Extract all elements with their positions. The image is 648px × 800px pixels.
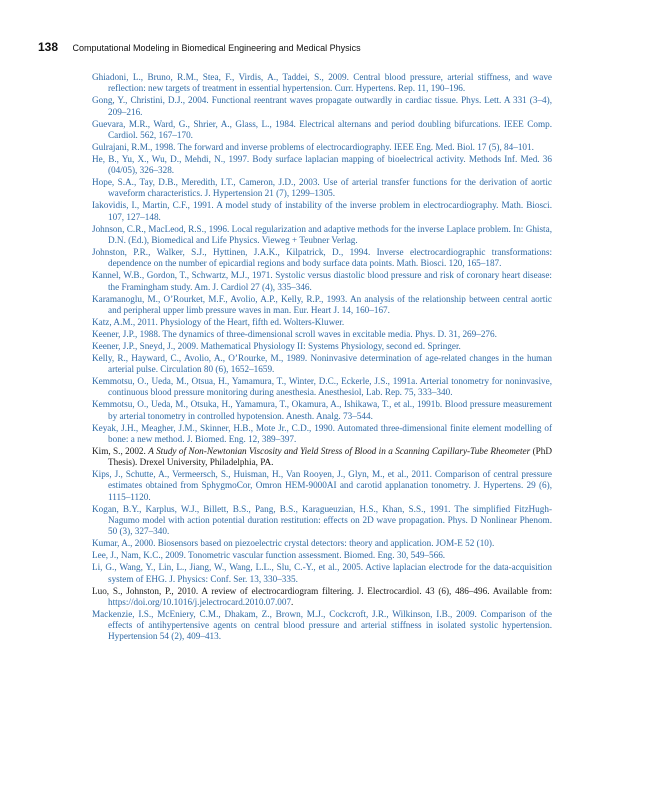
reference-item[interactable]: Johnston, P.R., Walker, S.J., Hyttinen, J.A.K., Kilpatrick, D., 1994. Inverse electrocardiographic transformations: dependence on the number of epicardial regions and body surface data points. Math. Biosci. 120, 165–187. — [92, 246, 552, 269]
reference-text: Kim, S., 2002. — [92, 445, 149, 456]
running-head — [38, 38, 598, 54]
reference-item[interactable]: Kogan, B.Y., Karplus, W.J., Billett, B.S., Pang, B.S., Karagueuzian, H.S., Khan, S.S., 1991. The simplified FitzHugh-Nagumo model with action potential duration restitution: effects on 2D wave propagation. Phys. D Nonlinear Phenom. 50 (3), 327–340. — [92, 503, 552, 537]
reference-item[interactable]: Kips, J., Schutte, A., Vermeersch, S., Huisman, H., Van Rooyen, J., Glyn, M., et al., 2011. Comparison of central pressure estimates obtained from SphygmoCor, Omron HEM-9000AI and carotid applanation tonometry. J. Hypertens. 29 (6), 1115–1120. — [92, 469, 552, 502]
reference-item[interactable]: Gulrajani, R.M., 1998. The forward and inverse problems of electrocardiography. IEEE Eng. Med. Biol. 17 (5), 84–101. — [92, 141, 534, 152]
reference-item[interactable]: Katz, A.M., 2011. Physiology of the Heart, fifth ed. Wolters-Kluwer. — [92, 316, 345, 327]
reference-list — [92, 72, 552, 643]
reference-item[interactable]: Ghiadoni, L., Bruno, R.M., Stea, F., Virdis, A., Taddei, S., 2009. Central blood pressure, arterial stiffness, and wave reflection: new targets of treatment in essential hypertension. Curr. Hypertens. Rep. 11, 190–196. — [92, 72, 552, 94]
reference-item[interactable]: Kemmotsu, O., Ueda, M., Otsuka, H., Yamamura, T., Okamura, A., Ishikawa, T., et al., 1991b. Blood pressure measurement by arterial tonometry in controlled hypotension. Anesth. Analg. 73–544. — [92, 399, 552, 421]
page-number: 138 — [38, 40, 59, 54]
reference-item[interactable]: Keyak, J.H., Meagher, J.M., Skinner, H.B., Mote Jr., C.D., 1990. Automated three-dimensional finite element modelling of bone: a new method. J. Biomed. Eng. 12, 389–397. — [92, 422, 552, 444]
thesis-title: A Study of Non-Newtonian Viscosity and Yield Stress of Blood in a Scanning Capillary-Tube Rheometer — [148, 445, 531, 456]
reference-item[interactable]: Keener, J.P., Sneyd, J., 2009. Mathematical Physiology II: Systems Physiology, second ed. Springer. — [92, 340, 461, 351]
reference-item[interactable]: Hope, S.A., Tay, D.B., Meredith, I.T., Cameron, J.D., 2003. Use of arterial transfer functions for the derivation of aortic waveform characteristics. J. Hypertension 21 (7), 1299–1305. — [92, 177, 552, 199]
reference-text: (PhD Thesis). Drexel University, Philadelphia, PA. — [108, 445, 552, 468]
reference-item[interactable]: Gong, Y., Christini, D.J., 2004. Functional reentrant waves propagate outwardly in cardiac tissue. Phys. Lett. A 331 (3–4), 209–216. — [92, 95, 552, 117]
reference-item[interactable]: Kumar, A., 2000. Biosensors based on piezoelectric crystal detectors: theory and application. JOM-E 52 (10). — [92, 538, 495, 549]
reference-item[interactable]: Kannel, W.B., Gordon, T., Schwartz, M.J., 1971. Systolic versus diastolic blood pressure and risk of coronary heart disease: the Framingham study. Am. J. Cardiol 27 (4), 335–346. — [92, 270, 552, 292]
reference-item[interactable]: Mackenzie, I.S., McEniery, C.M., Dhakam, Z., Brown, M.J., Cockcroft, J.R., Wilkinson, I.B., 2009. Comparison of the effects of antihypertensive agents on central blood pressure and arterial stiffness in isolated systolic hypertension. Hypertension 54 (2), 409–413. — [92, 608, 552, 642]
running-title: Computational Modeling in Biomedical Engineering and Medical Physics — [72, 43, 361, 53]
doi-link[interactable]: https://doi.org/10.1016/j.jelectrocard.2010.07.007 — [108, 596, 292, 607]
reference-item[interactable]: Keener, J.P., 1988. The dynamics of three-dimensional scroll waves in excitable media. Phys. D. 31, 269–276. — [92, 328, 497, 339]
reference-item[interactable]: Iakovidis, I., Martin, C.F., 1991. A model study of instability of the inverse problem in electrocardiography. Math. Biosci. 107, 127–148. — [92, 200, 552, 222]
reference-item-doi — [92, 586, 552, 609]
reference-item[interactable]: Lee, J., Nam, K.C., 2009. Tonometric vascular function assessment. Biomed. Eng. 30, 549–566. — [92, 550, 446, 561]
reference-item[interactable]: Kelly, R., Hayward, C., Avolio, A., O’Rourke, M., 1989. Noninvasive determination of age-related changes in the human arterial pulse. Circulation 80 (6), 1652–1659. — [92, 352, 552, 375]
reference-text: Luo, S., Johnston, P., 2010. A review of electrocardiogram filtering. J. Electrocardiol. 43 (6), 486–496. Available from: — [92, 585, 552, 596]
reference-item[interactable]: Kemmotsu, O., Ueda, M., Otsua, H., Yamamura, T., Winter, D.C., Eckerle, J.S., 1991a. Arterial tonometry for noninvasive, continuous blood pressure monitoring during anesthesia. Anesthesiol, Lab. Rep. 75, 333–340. — [92, 376, 552, 398]
reference-item[interactable]: Li, G., Wang, Y., Lin, L., Jiang, W., Wang, L.L., Slu, C.-Y., et al., 2005. Active laplacian electrode for the data-acquisition system of EHG. J. Physics: Conf. Ser. 13, 330–335. — [92, 562, 552, 584]
reference-item-thesis — [92, 446, 552, 469]
reference-item[interactable]: Guevara, M.R., Ward, G., Shrier, A., Glass, L., 1984. Electrical alternans and period doubling bifurcations. IEEE Comp. Cardiol. 562, 167–170. — [92, 118, 552, 140]
reference-item[interactable]: Karamanoglu, M., O’Rourket, M.F., Avolio, A.P., Kelly, R.P., 1993. An analysis of the relationship between central aortic and peripheral upper limb pressure waves in man. Eur. Heart J. 14, 160–167. — [92, 293, 552, 315]
reference-item[interactable]: Johnson, C.R., MacLeod, R.S., 1996. Local regularization and adaptive methods for the inverse Laplace problem. In: Ghista, D.N. (Ed.), Biomedical and Life Physics. Vieweg + Teubner Verlag. — [92, 223, 552, 245]
reference-item[interactable]: He, B., Yu, X., Wu, D., Mehdi, N., 1997. Body surface laplacian mapping of bioelectrical activity. Methods Inf. Med. 36 (04/05), 326–328. — [92, 153, 552, 176]
reference-text: . — [291, 596, 294, 607]
